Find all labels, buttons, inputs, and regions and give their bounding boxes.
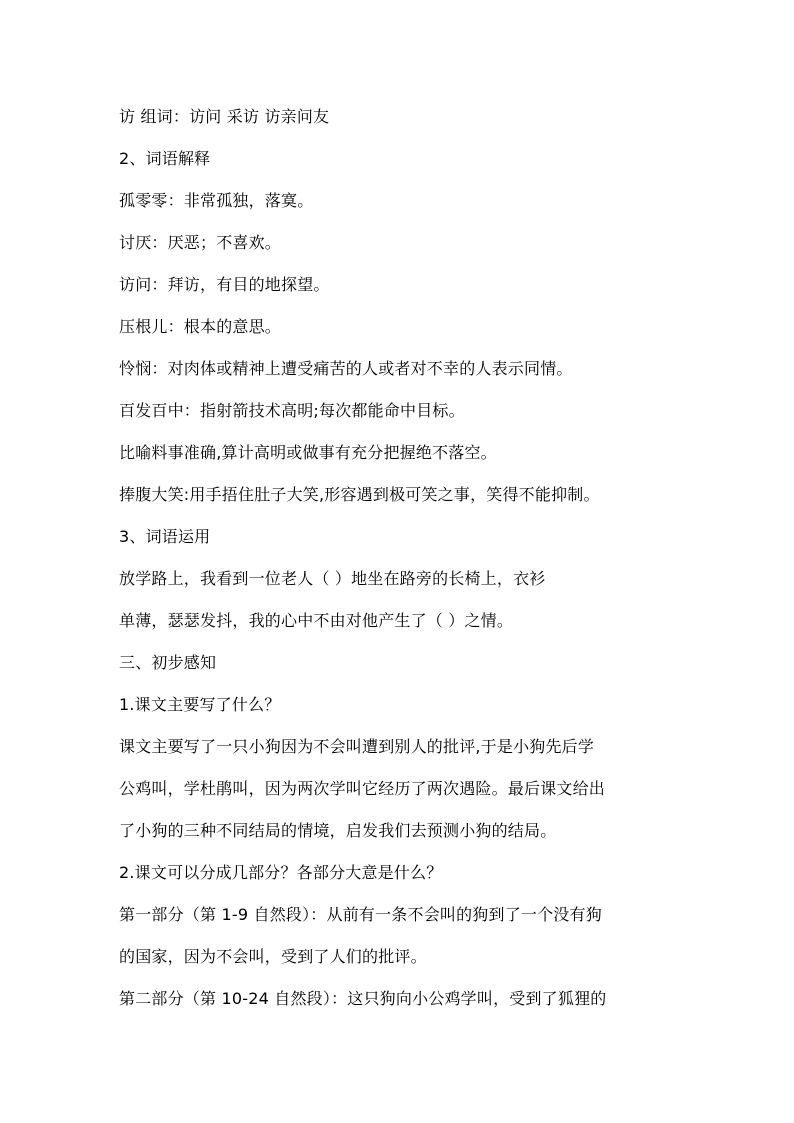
section-heading-word-explanation: 2、词语解释	[119, 149, 211, 168]
text-line-answer: 的国家，因为不会叫，受到了人们的批评。	[119, 947, 427, 966]
text-line-exercise: 单薄，瑟瑟发抖，我的心中不由对他产生了（ ）之情。	[119, 611, 514, 630]
text-line-answer: 第一部分（第 1-9 自然段）：从前有一条不会叫的狗到了一个没有狗	[119, 905, 602, 924]
text-line-answer: 公鸡叫，学杜鹃叫，因为两次学叫它经历了两次遇险。最后课文给出	[119, 779, 606, 798]
text-line-definition: 访问：拜访，有目的地探望。	[119, 275, 330, 294]
section-heading-initial-perception: 三、初步感知	[119, 653, 217, 672]
text-line-exercise: 放学路上，我看到一位老人（ ）地坐在路旁的长椅上，衣衫	[119, 569, 546, 588]
question-line: 2.课文可以分成几部分？各部分大意是什么？	[119, 863, 443, 882]
question-line: 1.课文主要写了什么？	[119, 695, 281, 714]
text-line-answer: 课文主要写了一只小狗因为不会叫遭到别人的批评,于是小狗先后学	[119, 737, 595, 756]
text-line-definition: 捧腹大笑:用手捂住肚子大笑,形容遇到极可笑之事，笑得不能抑制。	[119, 485, 600, 504]
text-line-definition: 怜悯：对肉体或精神上遭受痛苦的人或者对不幸的人表示同情。	[119, 359, 573, 378]
text-line-word-group: 访 组词：访问 采访 访亲问友	[119, 107, 330, 126]
text-line-definition: 讨厌：厌恶；不喜欢。	[119, 233, 282, 252]
text-line-definition: 压根儿：根本的意思。	[119, 317, 282, 336]
text-line-definition: 比喻料事准确,算计高明或做事有充分把握绝不落空。	[119, 443, 497, 462]
text-line-answer: 第二部分（第 10-24 自然段）：这只狗向小公鸡学叫，受到了狐狸的	[119, 989, 607, 1008]
text-line-definition: 孤零零：非常孤独，落寞。	[119, 191, 314, 210]
section-heading-word-usage: 3、词语运用	[119, 527, 211, 546]
text-line-answer: 了小狗的三种不同结局的情境，启发我们去预测小狗的结局。	[119, 821, 557, 840]
text-line-definition: 百发百中：指射箭技术高明;每次都能命中目标。	[119, 401, 465, 420]
